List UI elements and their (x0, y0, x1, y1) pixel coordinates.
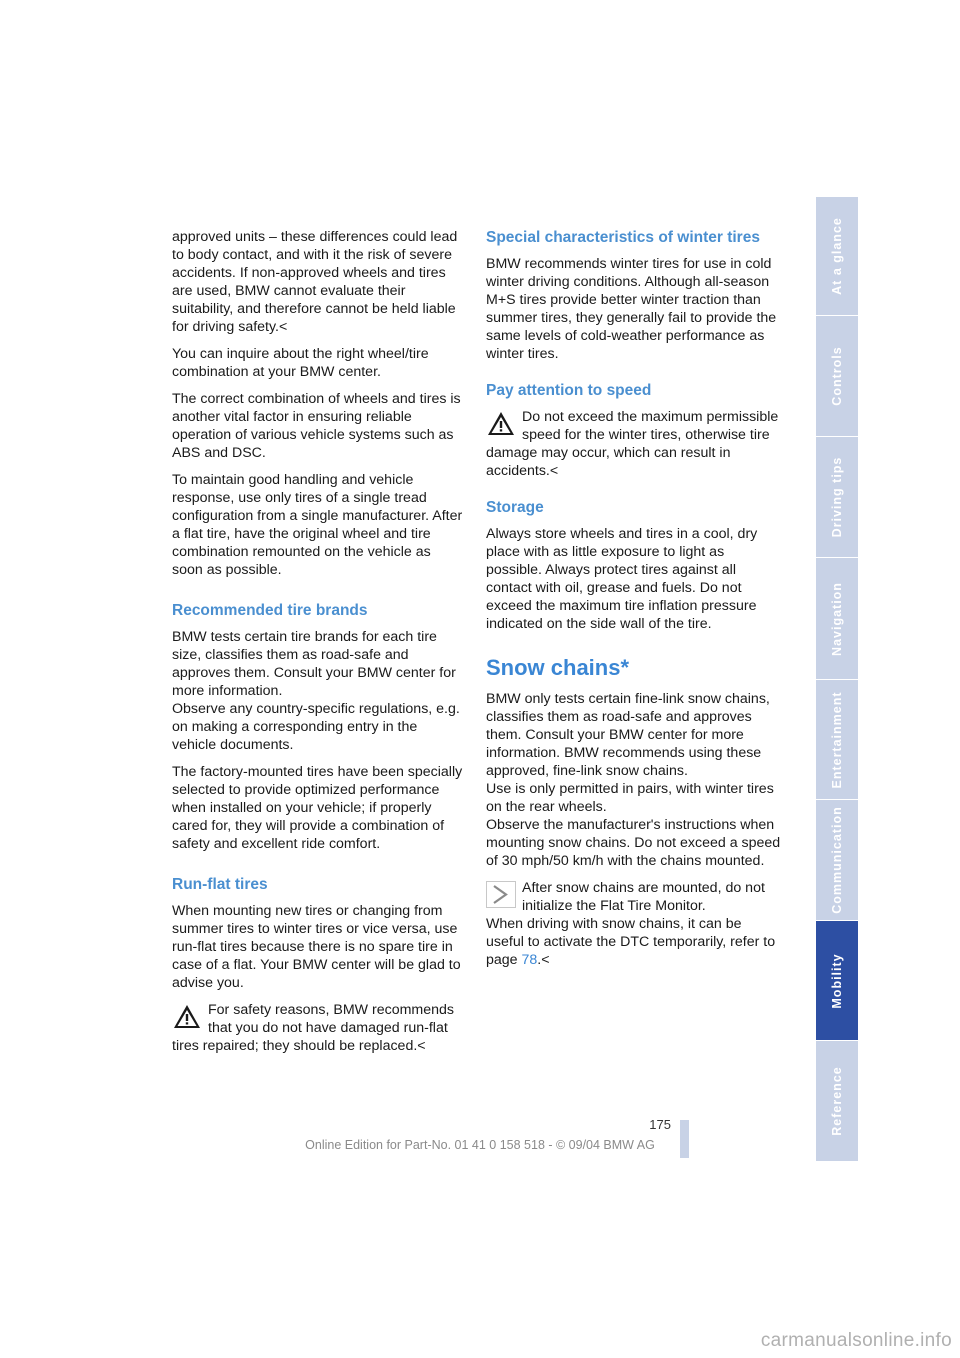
tab-entertainment[interactable]: Entertainment (816, 680, 858, 800)
watermark: carmanualsonline.info (760, 1330, 952, 1351)
heading-storage: Storage (486, 499, 544, 516)
right-column (486, 228, 782, 978)
warning-note (486, 408, 782, 480)
note-arrow-icon (486, 881, 516, 908)
paragraph: The correct combination of wheels and tires is another vital factor in ensuring reliable operation of various vehicle systems such as ABS and DSC. (172, 391, 461, 461)
paragraph: To maintain good handling and vehicle response, use only tires of a single tread configuration from a single manufacturer. After a flat tire, have the original wheel and tire combination remounted on the vehicle as soon as possible. (172, 472, 463, 578)
tab-controls[interactable]: Controls (816, 316, 858, 437)
footer-edition: Online Edition for Part-No. 01 41 0 158 518 - © 09/04 BMW AG (305, 1138, 655, 1152)
paragraph: Always store wheels and tires in a cool, dry place with as little exposure to light as possible. Always protect tires against all contact with oil, grease and fuels. Do not exceed the maximum tire inflation pressure indicated on the side wall of the tire. (486, 526, 758, 632)
paragraph: BMW recommends winter tires for use in cold winter driving conditions. Although all-season M+S tires provide better winter traction than summer tires, they generally fail to provide the same levels of cold-weather performance as winter tires. (486, 256, 777, 362)
paragraph: Use is only permitted in pairs, with winter tires on the rear wheels. (486, 781, 774, 815)
paragraph: When mounting new tires or changing from summer tires to winter tires or vice versa, use run-flat tires because there is no spare tire in case of a flat. Your BMW center will be glad to advise you. (172, 903, 461, 991)
page-link[interactable]: 78 (521, 952, 538, 968)
warning-triangle-icon (172, 1003, 202, 1030)
heading-winter-tires: Special characteristics of winter tires (486, 229, 760, 246)
paragraph: BMW tests certain tire brands for each tire size, classifies them as road-safe and approves them. Consult your BMW center for more information. (172, 629, 456, 699)
heading-recommended-tire-brands: Recommended tire brands (172, 602, 368, 619)
page-number: 175 (649, 1117, 671, 1132)
warning-note (172, 1001, 464, 1055)
note-text: After snow chains are mounted, do not initialize the Flat Tire Monitor. (522, 880, 765, 914)
paragraph: Observe the manufacturer's instructions when mounting snow chains. Do not exceed a speed of 30 mph/50 km/h with the chains mounted. (486, 817, 781, 869)
tab-driving-tips[interactable]: Driving tips (816, 437, 858, 558)
paragraph: BMW only tests certain fine-link snow chains, classifies them as road-safe and approves them. Consult your BMW center for more information. BMW recommends using these approved, fine-link snow chains. (486, 691, 770, 779)
tab-at-a-glance[interactable]: At a glance (816, 197, 858, 316)
heading-snow-chains: Snow chains* (486, 655, 630, 680)
left-column (172, 228, 464, 1064)
info-note: After snow chains are mounted, do not initialize the Flat Tire Monitor. When driving with snow chains, it can be useful to activate the DTC temporarily, refer to page 78.< (486, 879, 782, 969)
warning-triangle-icon (486, 410, 516, 437)
end-mark: < (278, 319, 288, 335)
warning-text-continued: damage may occur, which can result in accidents. (486, 445, 731, 479)
note-text-continued: When driving with snow chains, it can be useful to activate the DTC temporarily, refer to page (486, 916, 776, 968)
heading-pay-attention-to-speed: Pay attention to speed (486, 382, 652, 399)
warning-text-continued: tires repaired; they should be replaced. (172, 1038, 418, 1054)
paragraph: Observe any country-specific regulations, e.g. on making a corresponding entry in the vehicle documents. (172, 701, 460, 753)
end-mark: < (417, 1038, 426, 1054)
tab-navigation[interactable]: Navigation (816, 558, 858, 680)
tab-mobility[interactable]: Mobility (816, 921, 858, 1041)
paragraph: approved units – these differences could lead to body contact, and with it the risk of severe accidents. If non-approved wheels and tires are used, BMW cannot evaluate their suitability, and therefore cannot be held liable for driving safety.< (172, 229, 458, 335)
end-mark: < (549, 463, 559, 479)
end-mark: < (541, 952, 550, 968)
chapter-tabs (816, 197, 858, 1161)
warning-text: Do not exceed the maximum permissible speed for the winter tires, otherwise tire (522, 409, 779, 443)
tab-communication[interactable]: Communication (816, 800, 858, 921)
paragraph: You can inquire about the right wheel/tire combination at your BMW center. (172, 346, 429, 380)
heading-run-flat-tires: Run-flat tires (172, 876, 268, 893)
paragraph: The factory-mounted tires have been specially selected to provide optimized performance when installed on your vehicle; if properly cared for, they will provide a combination of safety and excellent ride comfort. (172, 764, 463, 852)
tab-reference[interactable]: Reference (816, 1041, 858, 1162)
warning-text: For safety reasons, BMW recommends that you do not have damaged run-flat (208, 1002, 454, 1036)
